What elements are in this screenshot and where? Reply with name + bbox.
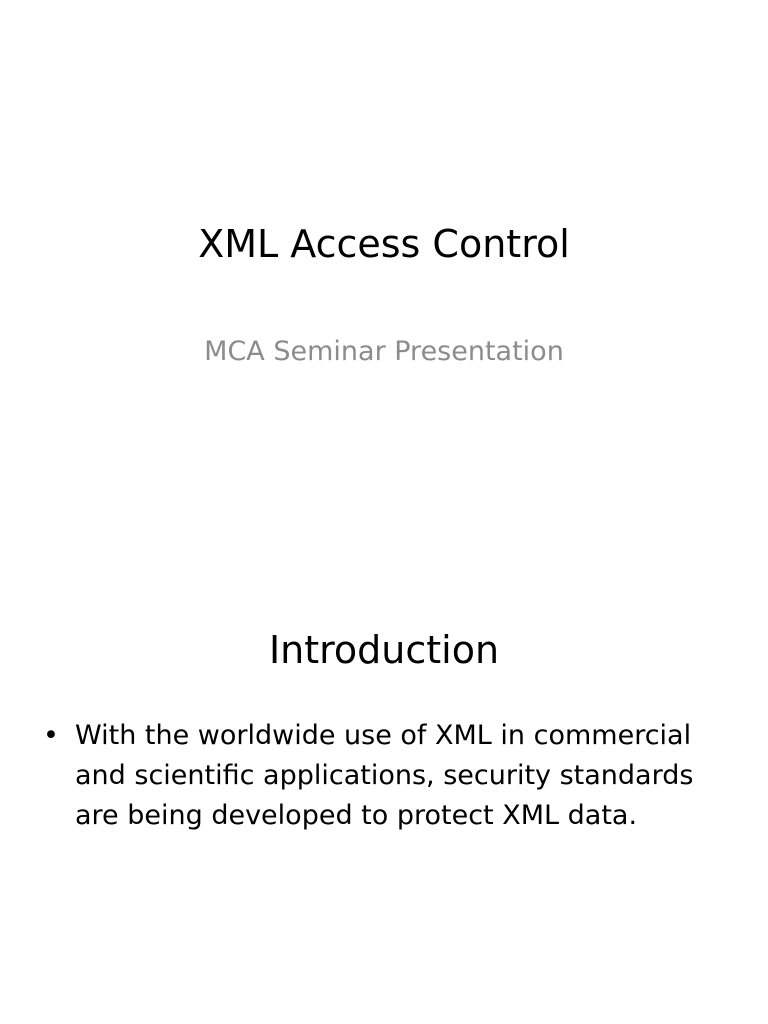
introduction-heading: Introduction (268, 628, 500, 672)
bullet-text: With the worldwide use of XML in commercial and scientific applications, security standards are being developed to protect XML data. (75, 720, 694, 831)
bullet-item (40, 716, 730, 836)
bullet-dot-icon: • (43, 720, 59, 751)
slide-title-heading: XML Access Control (198, 222, 570, 266)
slide-subtitle: MCA Seminar Presentation (204, 336, 564, 367)
bullet-list (40, 716, 730, 836)
slide-introduction (0, 512, 768, 1024)
